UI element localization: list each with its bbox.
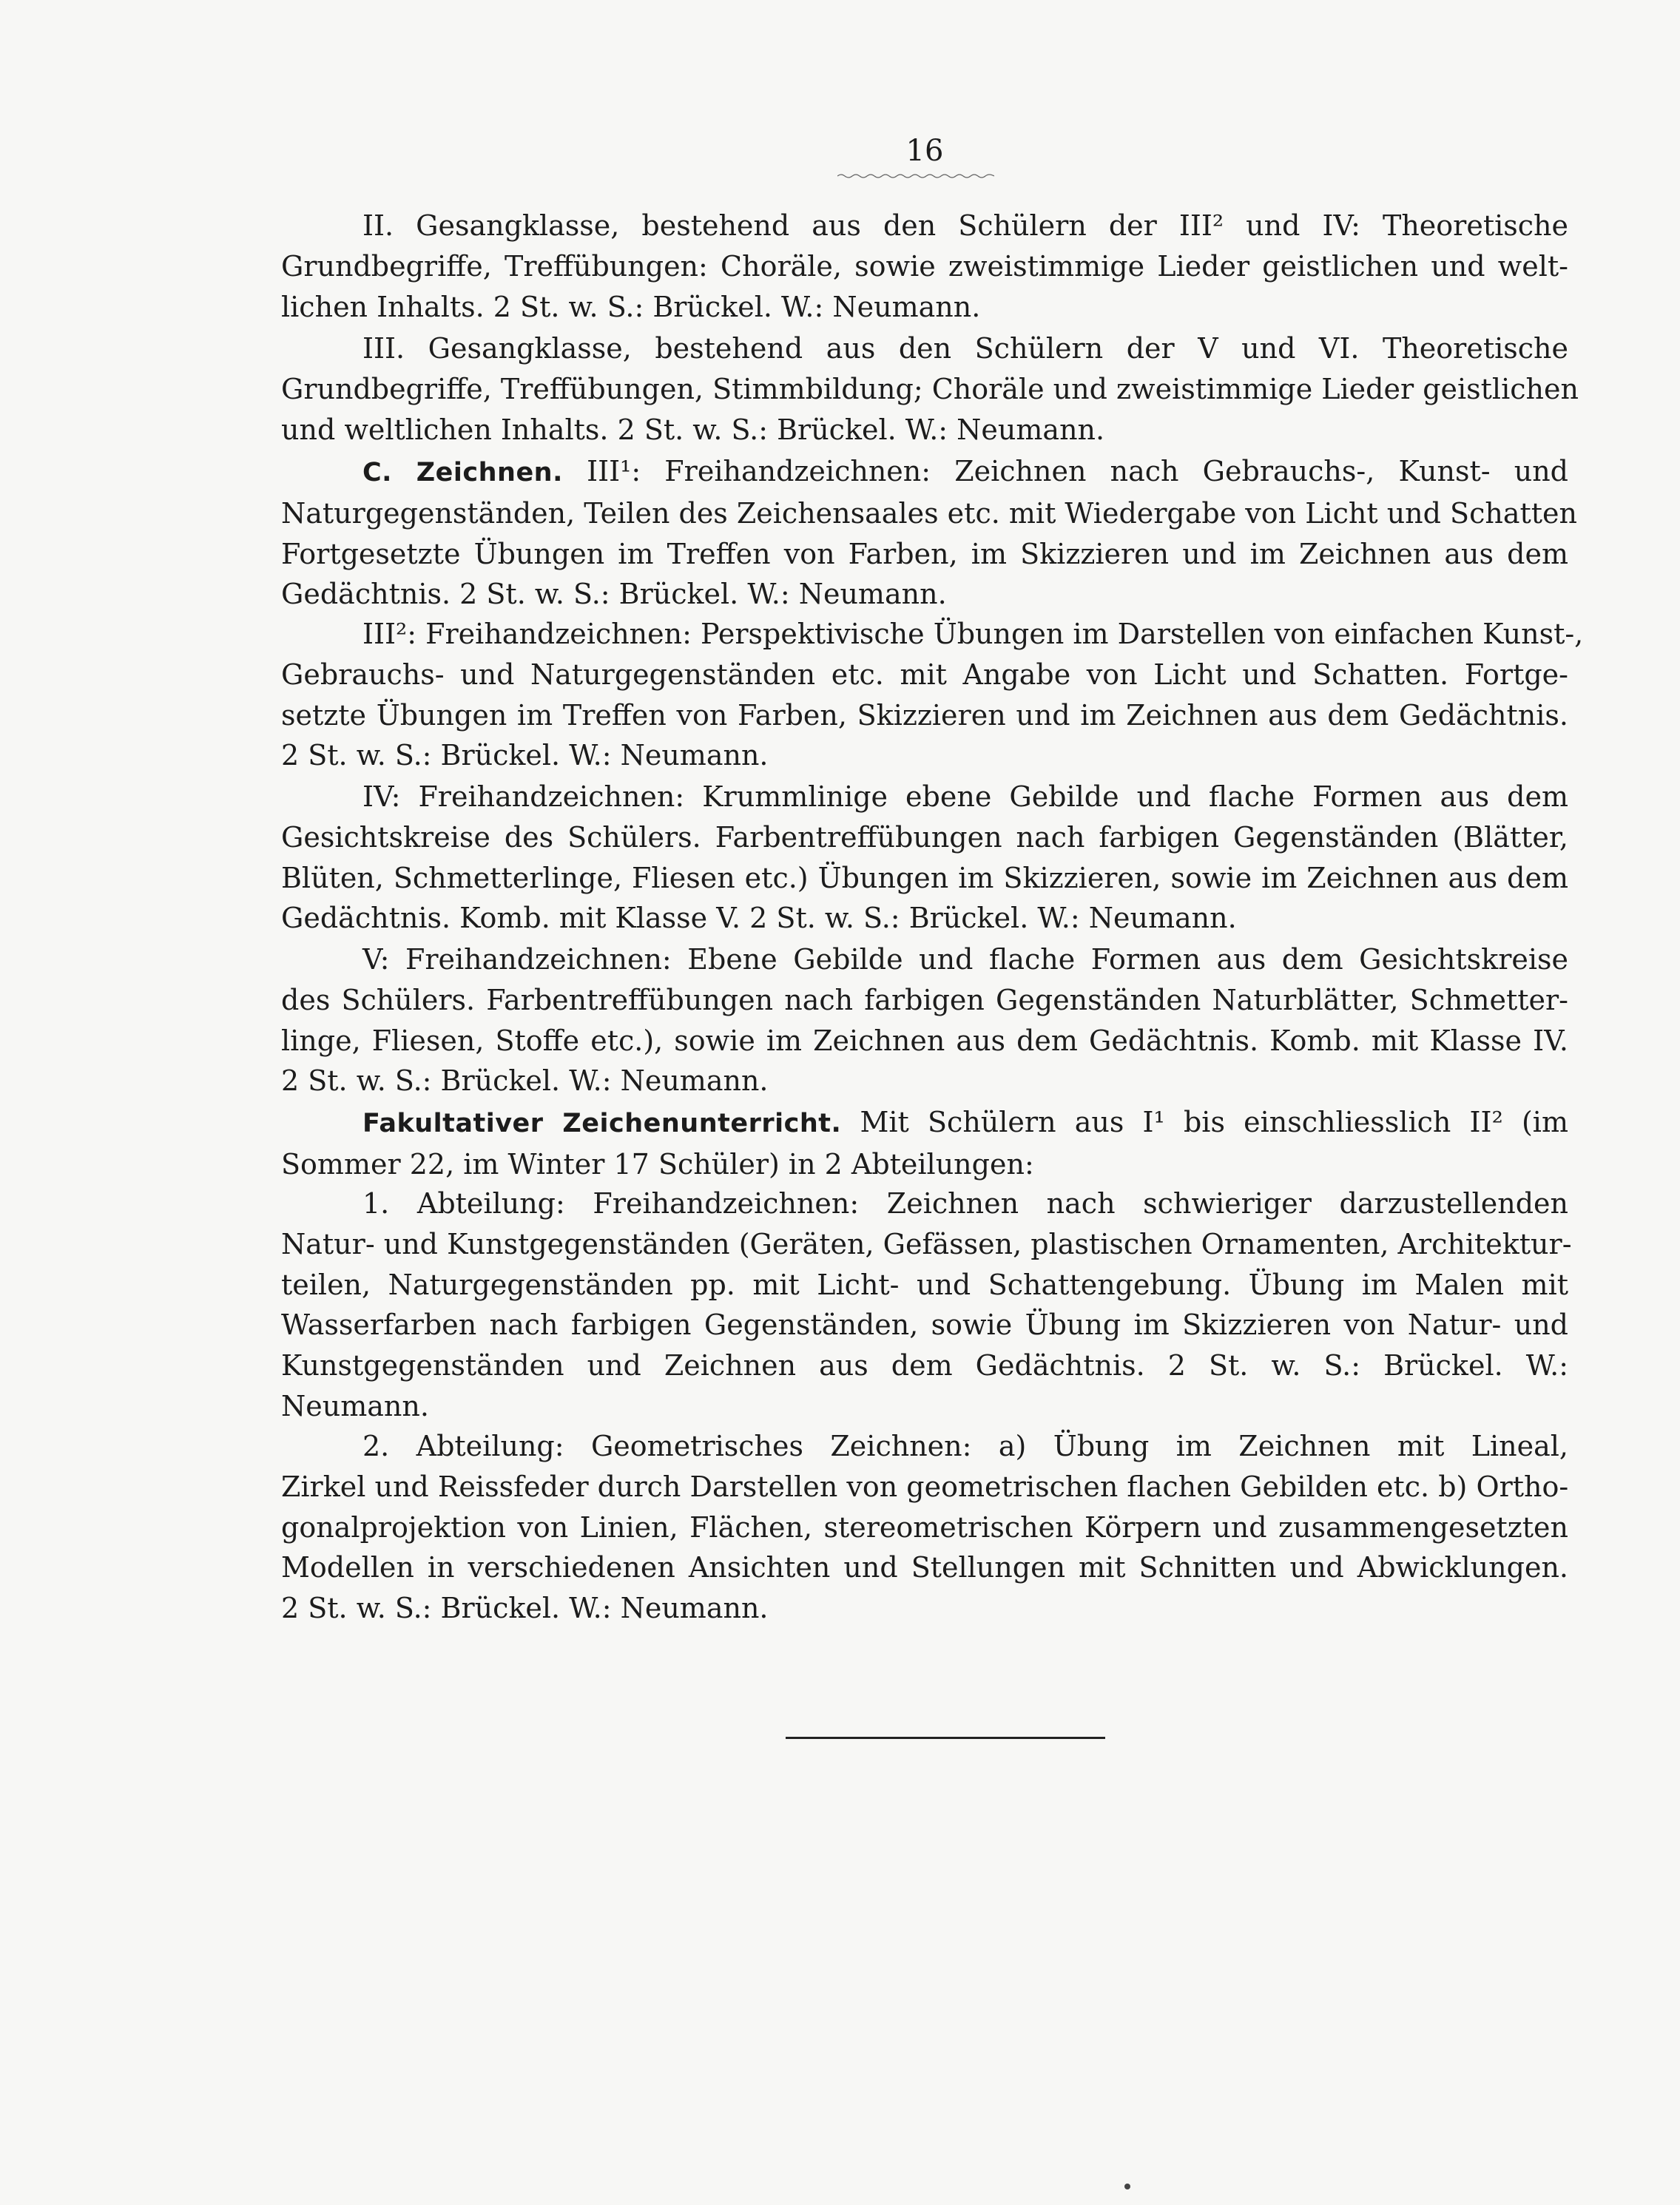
- paragraph-zeichnen-iii2: [281, 614, 1584, 776]
- text-line: Naturgegenständen, Teilen des Zeichensaales etc. mit Wiedergabe von Licht und Schatten: [281, 496, 1577, 530]
- text-line: Gesichtskreise des Schülers. Farbentreffübungen nach farbigen Gegenständen (Blätter,: [281, 820, 1568, 854]
- text-line: linge, Fliesen, Stoffe etc.), sowie im Zeichnen aus dem Gedächtnis. Komb. mit Klasse IV.: [281, 1024, 1568, 1057]
- text-line: 1. Abteilung: Freihandzeichnen: Zeichnen nach schwieriger darzustellenden: [362, 1187, 1568, 1220]
- text-line: Kunstgegenständen und Zeichnen aus dem Gedächtnis. 2 St. w. S.: Brückel. W.:: [281, 1349, 1568, 1382]
- text-line: IV: Freihandzeichnen: Krummlinige ebene Gebilde und flache Formen aus dem: [362, 780, 1568, 813]
- text-line: [281, 1102, 1568, 1144]
- paragraph-gesangklasse-2: [281, 206, 1568, 327]
- page-number: 16: [905, 134, 944, 168]
- text-line: Neumann.: [281, 1389, 429, 1422]
- paragraph-zeichnen-v: [281, 939, 1568, 1101]
- text-line: Fortgesetzte Übungen im Treffen von Farben, im Skizzieren und im Zeichnen aus dem: [281, 537, 1568, 570]
- text-line: setzte Übungen im Treffen von Farben, Skizzieren und im Zeichnen aus dem Gedächtnis.: [281, 698, 1568, 732]
- paragraph-abteilung-1: [281, 1183, 1572, 1427]
- text-line: Grundbegriffe, Treffübungen: Choräle, sowie zweistimmige Lieder geistlichen und welt-: [281, 249, 1568, 283]
- text-line: 2 St. w. S.: Brückel. W.: Neumann.: [281, 1064, 769, 1098]
- text-line: III. Gesangklasse, bestehend aus den Schülern der V und VI. Theoretische: [362, 332, 1568, 365]
- scan-speck: [1124, 2184, 1130, 2189]
- text-line: Modellen in verschiedenen Ansichten und Stellungen mit Schnitten und Abwicklungen.: [281, 1551, 1568, 1584]
- text-line: und weltlichen Inhalts. 2 St. w. S.: Brückel. W.: Neumann.: [281, 413, 1105, 446]
- text-line: Wasserfarben nach farbigen Gegenständen, sowie Übung im Skizzieren von Natur- und: [281, 1309, 1568, 1342]
- text-line: [281, 451, 1568, 493]
- text-line: II. Gesangklasse, bestehend aus den Schülern der III² und IV: Theoretische: [362, 209, 1568, 242]
- paragraph-fakultativer-zeichenunterricht: [281, 1102, 1568, 1185]
- text-line: lichen Inhalts. 2 St. w. S.: Brückel. W.: Neumann.: [281, 290, 981, 323]
- paragraph-zeichnen-iii1: [281, 451, 1577, 615]
- text-line: Natur- und Kunstgegenständen (Geräten, Gefässen, plastischen Ornamenten, Architektur-: [281, 1227, 1572, 1260]
- text-line: III²: Freihandzeichnen: Perspektivische Übungen im Darstellen von einfachen Kunst-,: [362, 618, 1584, 650]
- text-line: 2 St. w. S.: Brückel. W.: Neumann.: [281, 739, 769, 772]
- text-line: 2. Abteilung: Geometrisches Zeichnen: a) Übung im Zeichnen mit Lineal,: [362, 1430, 1568, 1462]
- text-line: Zirkel und Reissfeder durch Darstellen von geometrischen flachen Gebilden etc. b) Ortho-: [281, 1470, 1569, 1503]
- text-fragment: III¹: Freihandzeichnen: Zeichnen nach Gebrauchs-, Kunst- und: [587, 455, 1569, 487]
- paragraph-gesangklasse-3: [281, 328, 1579, 450]
- text-line: des Schülers. Farbentreffübungen nach farbigen Gegenständen Naturblätter, Schmetter-: [281, 983, 1568, 1016]
- text-line: Gedächtnis. Komb. mit Klasse V. 2 St. w. S.: Brückel. W.: Neumann.: [281, 902, 1237, 935]
- text-line: V: Freihandzeichnen: Ebene Gebilde und flache Formen aus dem Gesichtskreise: [362, 943, 1568, 976]
- text-line: Grundbegriffe, Treffübungen, Stimmbildung; Choräle und zweistimmige Lieder geistlichen: [281, 372, 1579, 405]
- text-line: teilen, Naturgegenständen pp. mit Licht- und Schattengebung. Übung im Malen mit: [281, 1268, 1568, 1301]
- paragraph-zeichnen-iv: [281, 777, 1568, 939]
- section-heading-fakultativer: Fakultativer Zeichenunterricht.: [362, 1109, 842, 1138]
- section-heading-zeichnen: C. Zeichnen.: [362, 458, 563, 487]
- text-line: gonalprojektion von Linien, Flächen, stereometrischen Körpern und zusammengesetzten: [281, 1510, 1568, 1544]
- text-fragment: Mit Schülern aus I¹ bis einschliesslich II² (im: [860, 1106, 1568, 1138]
- text-line: Sommer 22, im Winter 17 Schüler) in 2 Abteilungen:: [281, 1147, 1034, 1181]
- page-number-ornament: [837, 173, 994, 179]
- text-line: Gebrauchs- und Naturgegenständen etc. mit Angabe von Licht und Schatten. Fortge-: [281, 658, 1568, 691]
- paragraph-abteilung-2: [281, 1426, 1568, 1629]
- end-rule-divider: [786, 1737, 1105, 1739]
- text-line: Blüten, Schmetterlinge, Fliesen etc.) Übungen im Skizzieren, sowie im Zeichnen aus dem: [281, 861, 1568, 894]
- text-line: Gedächtnis. 2 St. w. S.: Brückel. W.: Neumann.: [281, 578, 947, 611]
- text-line: 2 St. w. S.: Brückel. W.: Neumann.: [281, 1592, 769, 1625]
